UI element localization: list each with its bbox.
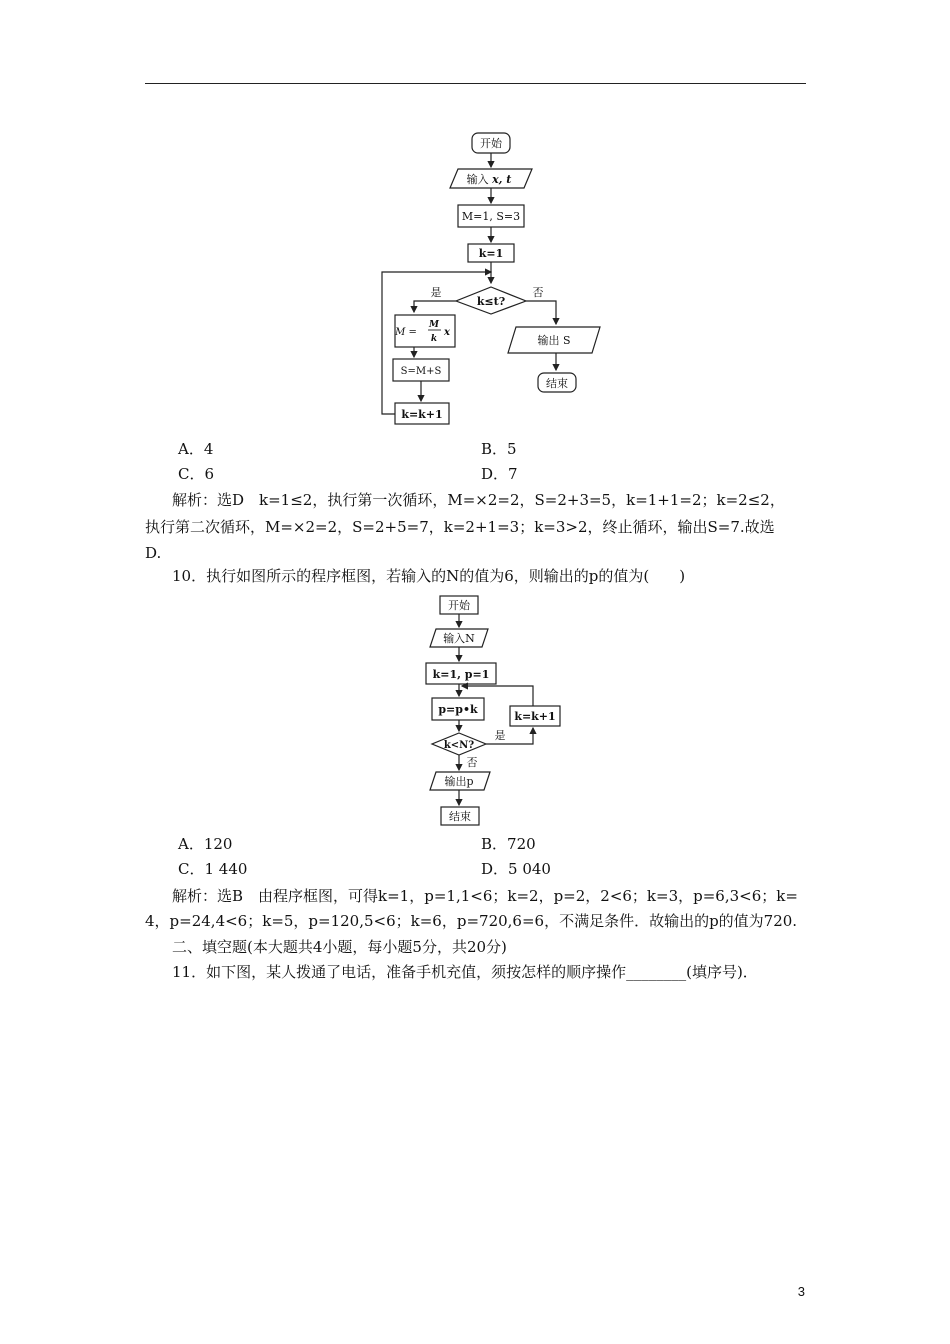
- q11-question: 11．如下图，某人拨通了电话，准备手机充值，须按怎样的顺序操作________(填序号)．: [172, 963, 758, 981]
- fc1-init-text: M=1, S=3: [461, 210, 521, 223]
- q9-option-c: C．6: [178, 465, 215, 483]
- q9-option-b: B．5: [481, 440, 517, 458]
- q9-solution-line1: 解析：选D k=1≤2，执行第一次循环，M=×2=2，S=2+3=5，k=1+1=2；k=2≤2，: [172, 491, 785, 509]
- q9-solution-line3: D.: [145, 544, 162, 562]
- q9-option-d: D．7: [481, 465, 518, 483]
- flowchart-2: [420, 590, 570, 830]
- fc1-input-text: 输入 x, t: [466, 173, 512, 186]
- fc2-input-text: 输入N: [443, 632, 475, 645]
- fc1-cond-text: k≤t?: [476, 295, 506, 308]
- fc2-no-label: 否: [466, 756, 478, 769]
- q10-option-b: B．720: [481, 835, 536, 853]
- fc1-no-label: 否: [532, 286, 544, 299]
- q10-option-d: D．5 040: [481, 860, 551, 878]
- fc1-start-text: 开始: [480, 137, 502, 150]
- fc1-output-text: 输出 S: [537, 334, 571, 347]
- fc2-end-text: 结束: [449, 810, 471, 823]
- section-heading: 二、填空题(本大题共4小题，每小题5分，共20分): [172, 938, 507, 956]
- fc1-assign-m-den: k: [430, 334, 438, 344]
- flowchart-1: [370, 125, 610, 430]
- fc1-assign-m-num: M: [429, 320, 439, 330]
- q10-solution-line1: 解析：选B 由程序框图，可得k=1，p=1,1<6；k=2，p=2，2<6；k=3，p=6,3<6；k=: [172, 887, 798, 905]
- fc1-assign-m-x: x: [444, 327, 450, 338]
- fc2-incr-text: k=k+1: [514, 710, 556, 723]
- q10-option-c: C．1 440: [178, 860, 248, 878]
- fc1-incr-text: k=k+1: [401, 408, 443, 421]
- fc2-cond-text: k<N?: [443, 740, 475, 751]
- page-number: 3: [797, 1284, 805, 1299]
- fc2-init-text: k=1, p=1: [432, 668, 490, 681]
- fc2-output-text: 输出p: [444, 775, 474, 788]
- q10-option-a: A．120: [178, 835, 233, 853]
- fc1-yes-label: 是: [430, 286, 442, 299]
- fc1-assign-m-left: M =: [395, 327, 417, 338]
- q9-option-a: A．4: [178, 440, 214, 458]
- header-rule: [145, 83, 806, 84]
- fc1-assign-s-text: S=M+S: [400, 366, 442, 377]
- q10-question: 10．执行如图所示的程序框图，若输入的N的值为6，则输出的p的值为( ): [172, 567, 686, 585]
- fc2-mult-text: p=p•k: [438, 703, 478, 716]
- q9-solution-line2: 执行第二次循环，M=×2=2，S=2+5=7，k=2+1=3；k=3>2，终止循环，输出S=7.故选: [145, 518, 775, 536]
- fc1-kinit-text: k=1: [478, 247, 504, 260]
- fc2-yes-label: 是: [494, 729, 506, 742]
- fc1-end-text: 结束: [546, 377, 568, 390]
- q10-solution-line2: 4，p=24,4<6；k=5，p=120,5<6；k=6，p=720,6=6，不满足条件．故输出的p的值为720.: [145, 912, 798, 930]
- fc2-start-text: 开始: [448, 599, 470, 612]
